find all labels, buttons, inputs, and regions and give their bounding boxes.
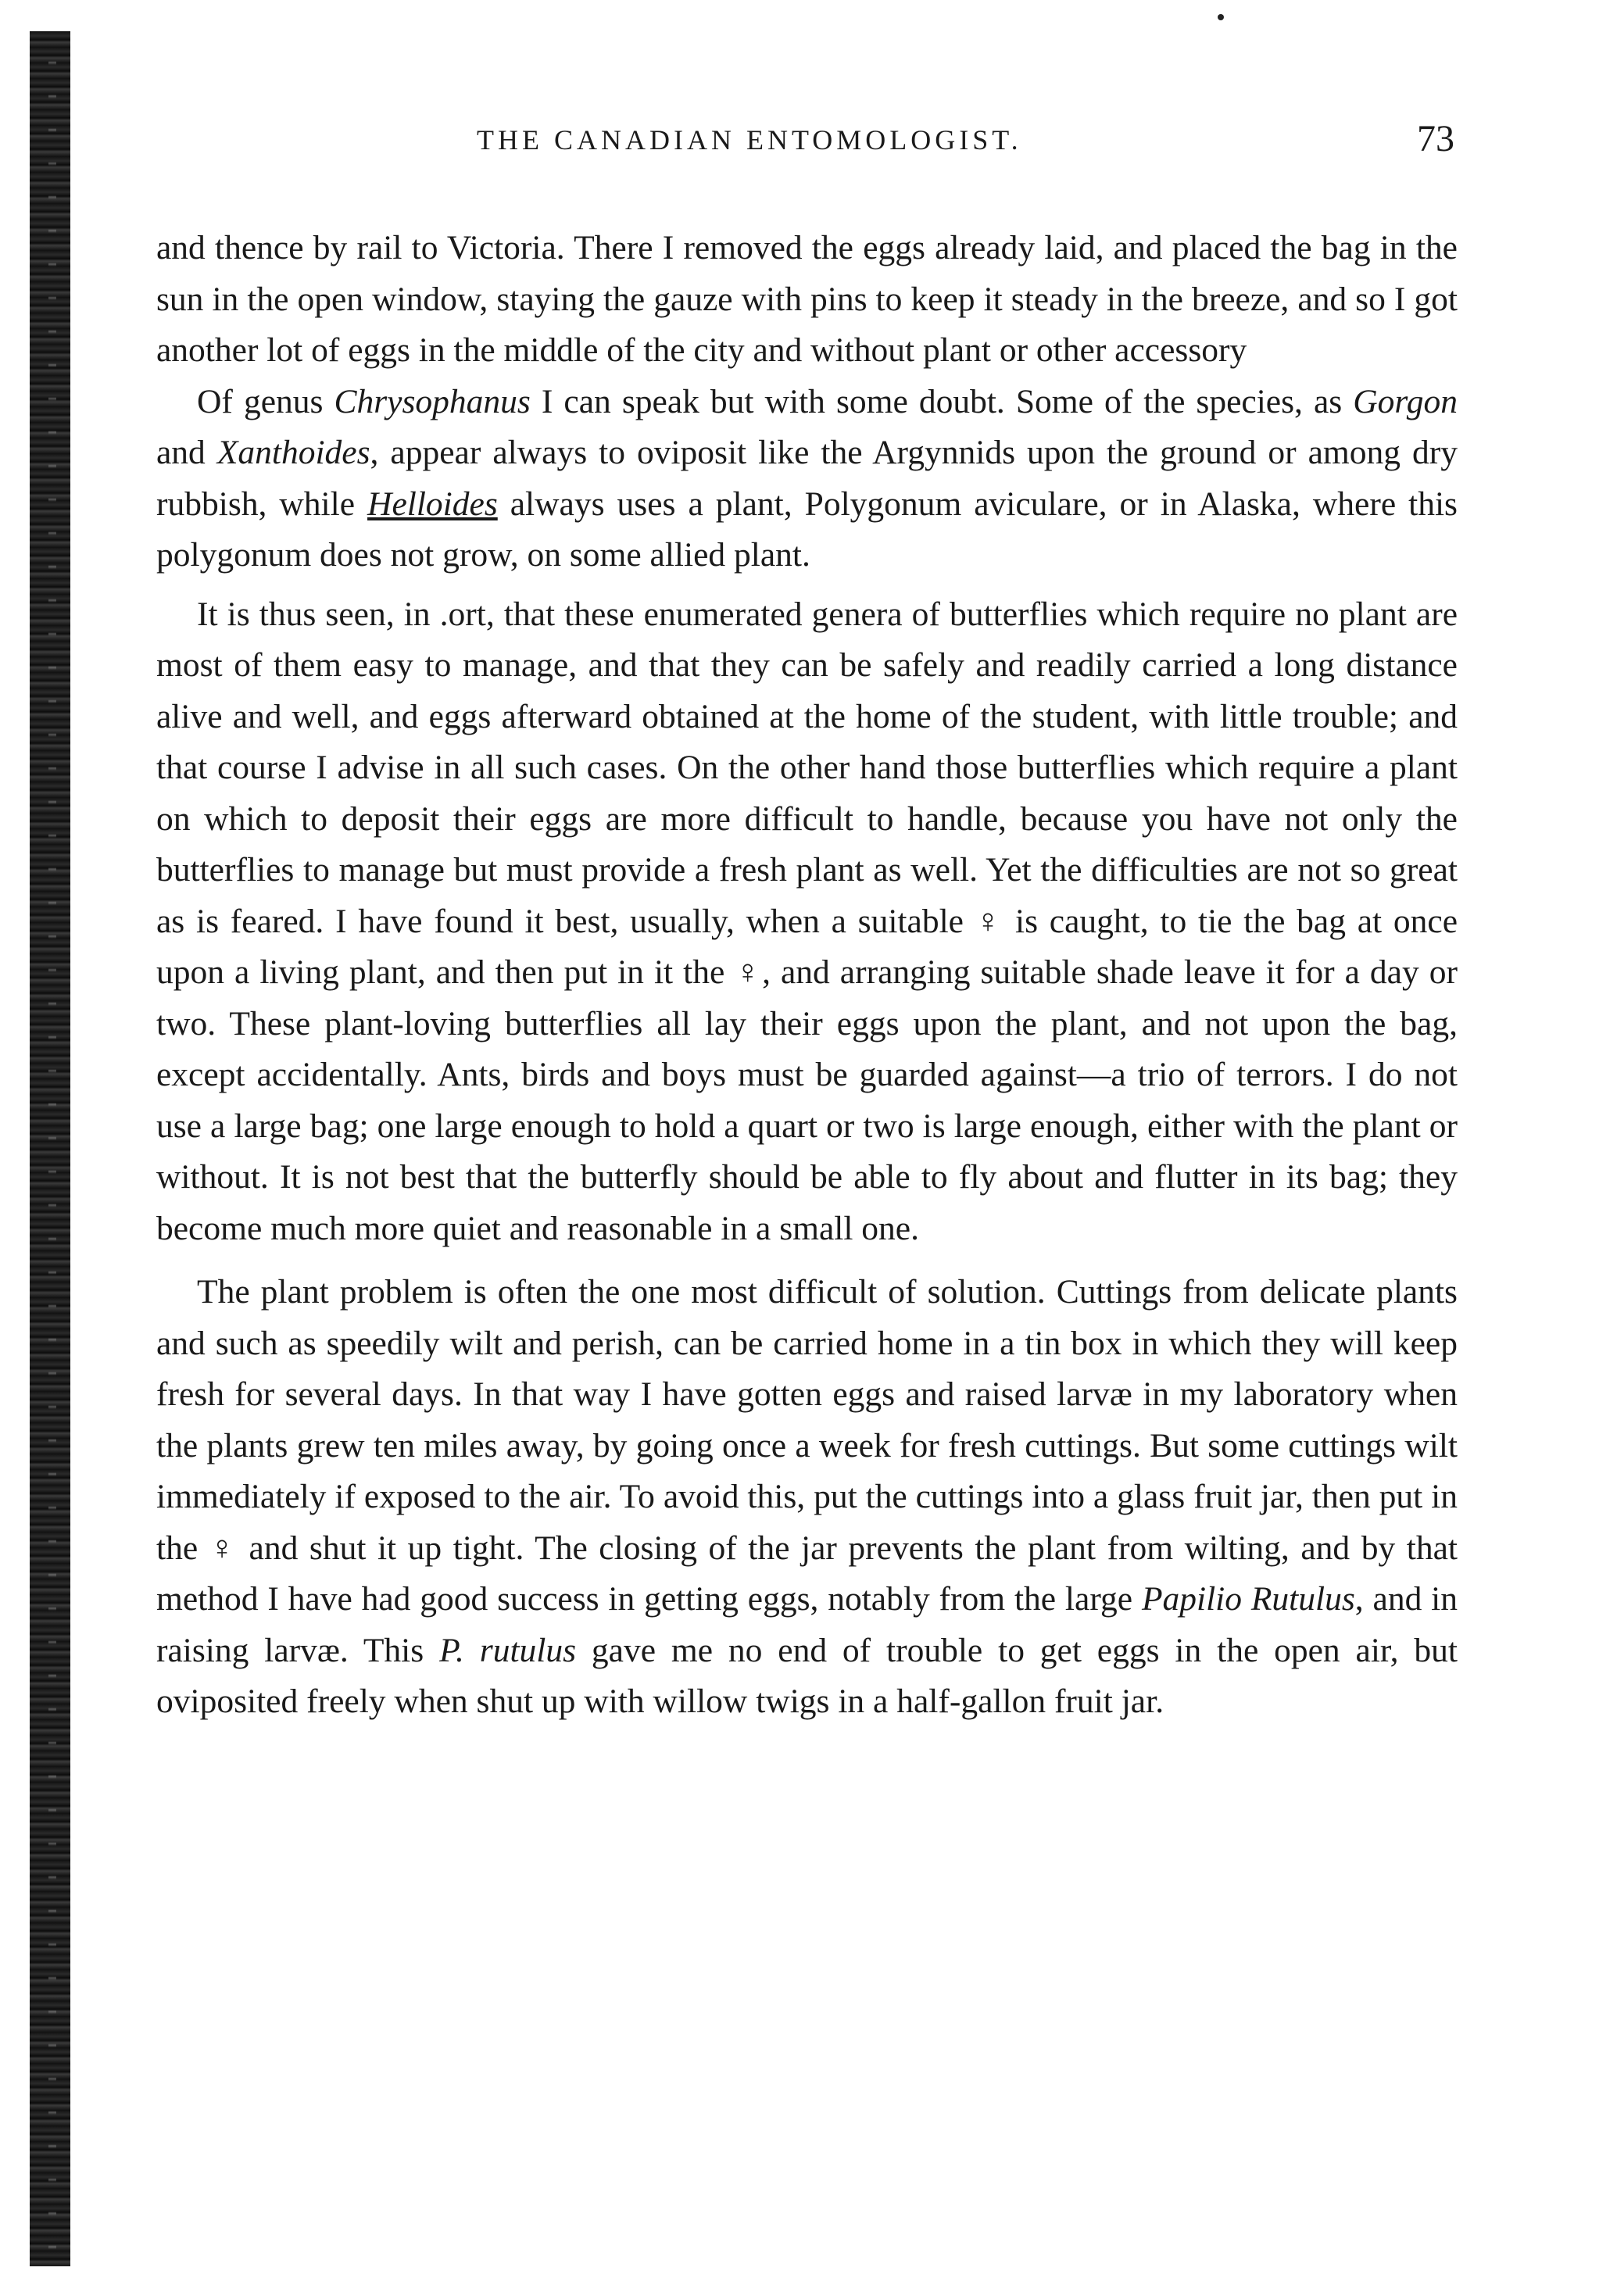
running-title: THE CANADIAN ENTOMOLOGIST. [477,124,1022,156]
species-helloides: Helloides [367,485,498,523]
paragraph-4 [156,1267,1458,1728]
paragraph-2-text: , appear always to oviposit like the Argynnids upon the ground or among dry rubbish, while [156,434,1458,523]
stray-ink-dot [1218,14,1224,20]
species-xanthoides: Xanthoides [216,434,370,471]
paragraph-4-text: The plant problem is often the one most difficult of solution. Cuttings from delicate plants and such as speedily wilt and perish, can be carried home in a tin box in which they will keep fresh for several days. In that way I have gotten eggs and raised larvæ in my laboratory when the plants grew ten miles away, by going once a week for fresh cuttings. But some cuttings wilt immediately if exposed to the air. To avoid this, put the cuttings into a glass fruit jar, then put in the ♀ and shut it up tight. The closing of the jar prevents the plant from wilting, and by that method I have had good success in getting eggs, notably from the large [156,1273,1458,1618]
paragraph-2-text: I can speak but with some doubt. Some of the species, as [530,382,1354,420]
paragraph-3-text: It is thus seen, in .ort, that these enumerated genera of butterflies which require no plant are most of them easy to manage, and that they can be safely and readily carried a long distance alive and well, and eggs afterward obtained at the home of the student, with little trouble; and that course I advise in all such cases. On the other hand those butterflies which require a plant on which to deposit their eggs are more difficult to handle, because you have not only the butterflies to manage but must provide a fresh plant as well. Yet the difficulties are not so great as is feared. I have found it best, usually, when a suitable ♀ is caught, to tie the bag at once upon a living plant, and then put in it the ♀, and arranging suitable shade leave it for a day or two. These plant-loving butterflies all lay their eggs upon the plant, and not upon the bag, except accidentally. Ants, birds and boys must be guarded against—a trio of terrors. I do not use a large bag; one large enough to hold a quart or two is large enough, either with the plant or without. It is not best that the butterfly should be able to fly about and flutter in its bag; they become much more quiet and reasonable in a small one. [156,595,1458,1247]
paragraph-1 [156,223,1458,377]
paragraph-2 [156,377,1458,581]
binding-speckle [48,31,56,2266]
paragraph-2-text: always uses a plant, Polygonum aviculare, or in Alaska, where this polygonum does not grow, on some allied plant. [156,485,1458,574]
species-p-rutulus: P. rutulus [439,1631,577,1669]
article-text [156,223,1458,1728]
paragraph-1-text: and thence by rail to Victoria. There I removed the eggs already laid, and placed the bag in the sun in the open window, staying the gauze with pins to keep it steady in the breeze, and so I got another lot of eggs in the middle of the city and without plant or other accessory [156,229,1458,369]
species-gorgon: Gorgon [1353,382,1458,420]
page-number: 73 [1417,118,1454,159]
paragraph-3 [156,589,1458,1255]
paragraph-4-text: , and in raising larvæ. This [156,1580,1458,1669]
paragraph-2-text: Of genus [197,382,334,420]
genus-chrysophanus: Chrysophanus [334,382,531,420]
paragraph-2-text: and [156,434,217,471]
paragraph-4-text: gave me no end of trouble to get eggs in the open air, but oviposited freely when shut up with willow twigs in a half-gallon fruit jar. [156,1631,1458,1720]
running-head [0,117,1617,164]
species-papilio-rutulus: Papilio Rutulus [1141,1580,1355,1618]
